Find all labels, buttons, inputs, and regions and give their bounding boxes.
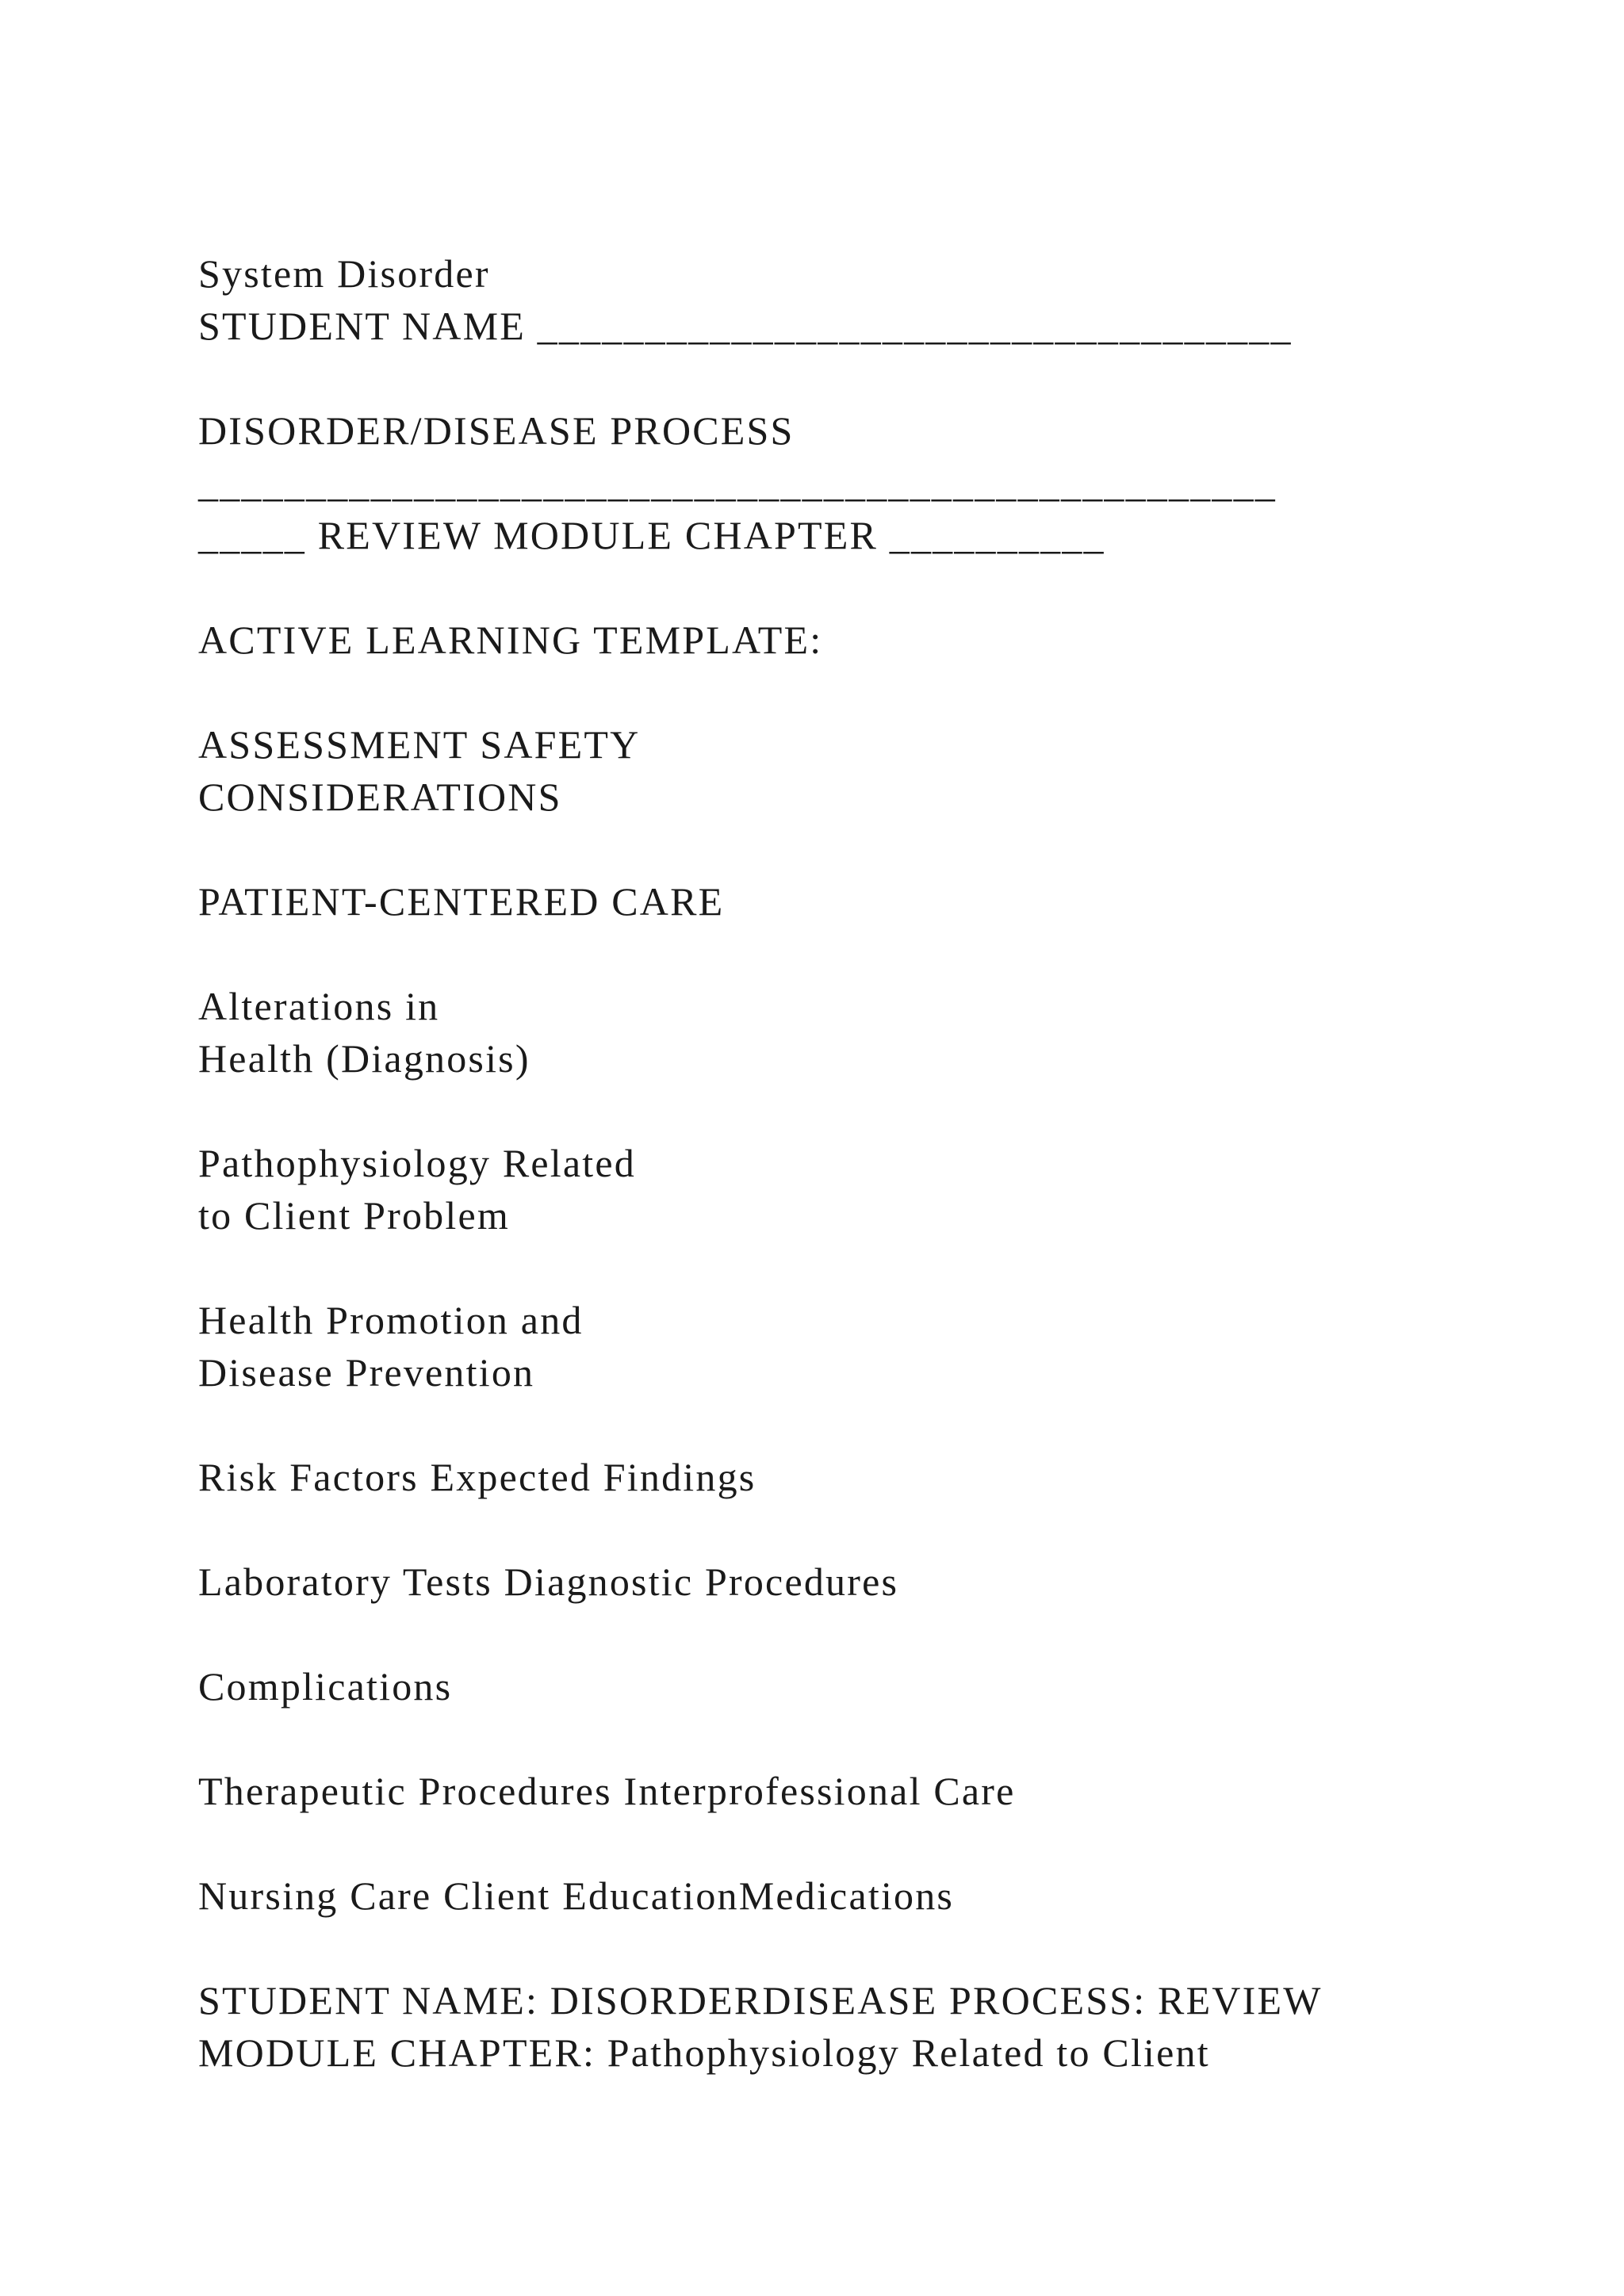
- section-heading: Health Promotion and: [198, 1298, 584, 1342]
- section-heading: Therapeutic Procedures Interprofessional Care: [198, 1769, 1016, 1813]
- spacer: [198, 1817, 1483, 1869]
- spacer: [198, 1242, 1483, 1294]
- review-module-chapter-field: _____ REVIEW MODULE CHAPTER __________: [198, 513, 1105, 557]
- section-heading: Disease Prevention: [198, 1350, 535, 1395]
- spacer: [198, 928, 1483, 980]
- section-heading: Risk Factors Expected Findings: [198, 1455, 756, 1499]
- summary-line: STUDENT NAME: DISORDERDISEASE PROCESS: REVIEW: [198, 1978, 1323, 2022]
- student-name-field: STUDENT NAME ___________________________________: [198, 304, 1293, 348]
- template-heading: ACTIVE LEARNING TEMPLATE:: [198, 618, 823, 662]
- section-heading: to Client Problem: [198, 1193, 510, 1238]
- section-heading: Alterations in: [198, 984, 440, 1028]
- section-heading: ASSESSMENT SAFETY: [198, 722, 641, 767]
- spacer: [198, 1608, 1483, 1660]
- disorder-process-label: DISORDER/DISEASE PROCESS: [198, 408, 795, 453]
- summary-line: MODULE CHAPTER: Pathophysiology Related to Client: [198, 2030, 1210, 2075]
- document-body: [198, 247, 1483, 2079]
- spacer: [198, 823, 1483, 875]
- section-heading: CONSIDERATIONS: [198, 775, 562, 819]
- spacer: [198, 1922, 1483, 1974]
- spacer: [198, 1503, 1483, 1556]
- section-heading: Pathophysiology Related: [198, 1141, 636, 1185]
- section-heading: Nursing Care Client EducationMedications: [198, 1873, 955, 1918]
- section-heading: Laboratory Tests Diagnostic Procedures: [198, 1559, 899, 1604]
- spacer: [198, 1712, 1483, 1765]
- section-heading: Health (Diagnosis): [198, 1036, 530, 1081]
- doc-title: System Disorder: [198, 251, 490, 296]
- spacer: [198, 1085, 1483, 1137]
- section-heading: Complications: [198, 1664, 453, 1709]
- disorder-process-blank: __________________________________________________: [198, 461, 1277, 505]
- spacer: [198, 561, 1483, 614]
- section-heading: PATIENT-CENTERED CARE: [198, 879, 725, 924]
- spacer: [198, 352, 1483, 404]
- spacer: [198, 666, 1483, 718]
- spacer: [198, 1399, 1483, 1451]
